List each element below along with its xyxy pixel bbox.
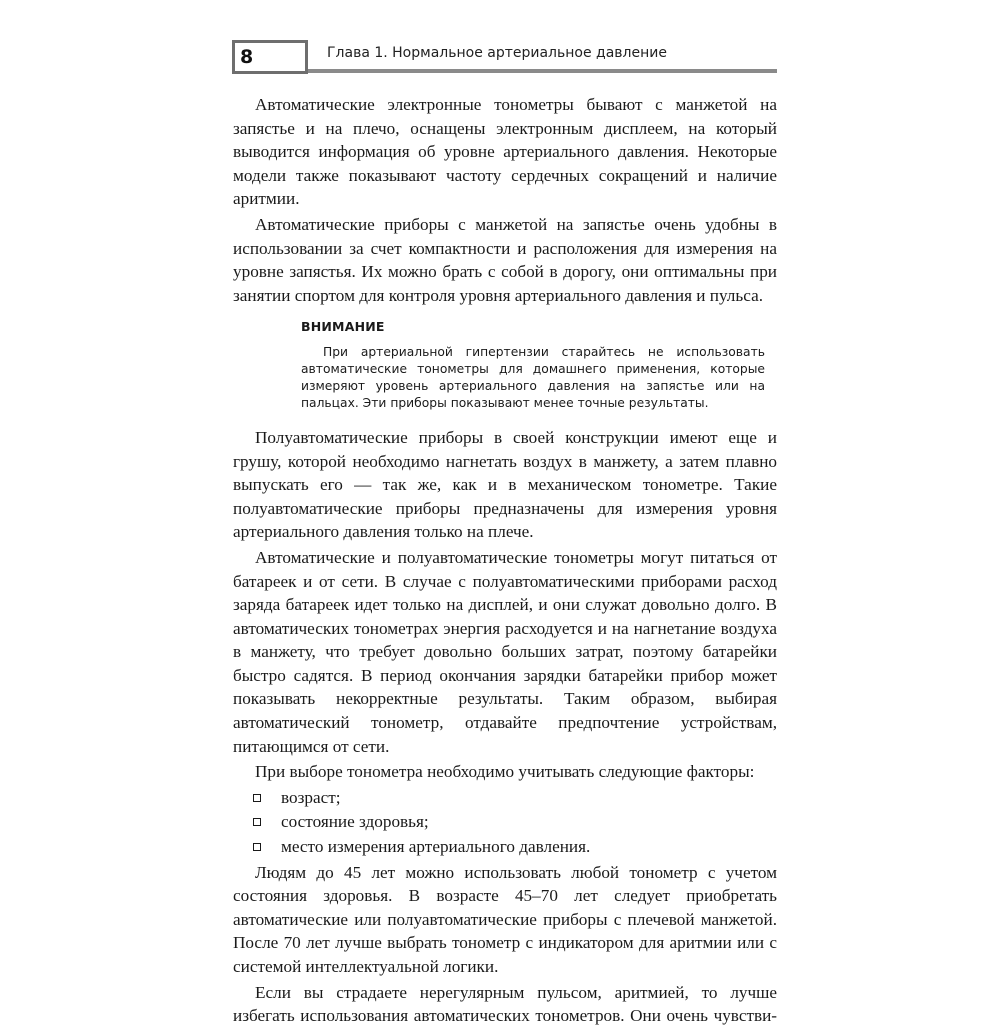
list-item-text: возраст; [281, 787, 341, 807]
paragraph-arrhythmia: Если вы страдаете нерегулярным пульсом, аритмией, то лучше избегать использования автоматических тонометров. Они очень чувстви- [233, 982, 777, 1026]
notice-box [233, 315, 777, 412]
notice-title: ВНИМАНИЕ [301, 319, 385, 335]
square-bullet-icon [253, 794, 261, 802]
paragraph-age-recommendations: Людям до 45 лет можно использовать любой тонометр с учетом состояния здоровья. В возрасте 45–70 лет следует приобретать автоматические или полуавтоматические приборы с плечевой манжетой. После 70 лет лучше выбрать тонометр с индикатором для аритмии или с системой интеллектуальной логики. [233, 862, 777, 976]
square-bullet-icon [253, 818, 261, 826]
square-bullet-icon [253, 843, 261, 851]
header-rule [308, 69, 777, 73]
list-item-text: состояние здоровья; [281, 812, 429, 832]
list-item [233, 786, 777, 810]
list-item-text: место измерения артериального давления. [281, 837, 591, 857]
list-item [233, 835, 777, 859]
paragraph-selection-factors: При выборе тонометра необходимо учитывать следующие факторы: [255, 762, 755, 782]
paragraph-semiautomatic-devices: Полуавтоматические приборы в своей конструкции имеют еще и грушу, которой необходимо нагнетать воздух в манжету, а затем плавно выпускать его — так же, как и в механическом тонометре. Такие полуавтоматические приборы предназначены для измерения уровня артериального давления только на плече. [233, 427, 777, 542]
running-title: Глава 1. Нормальное артериальное давление [327, 45, 667, 61]
page-number: 8 [232, 40, 308, 74]
list-item [233, 810, 777, 834]
notice-text: При артериальной гипертензии старайтесь не использовать автоматические тонометры для домашнего применения, которые измеряют уровень артериального давления на запястье или на пальцах. Эти приборы показывают менее точные результаты. [301, 344, 765, 410]
page-body [233, 93, 777, 1030]
paragraph-wrist-and-arm-monitors: Автоматические электронные тонометры бывают с манжетой на запястье и на плечо, оснащены электронным дисплеем, на который выводится информация об уровне артериального давления. Некоторые модели также показывают частоту сердечных сокращений и наличие аритмии. [233, 95, 777, 209]
factors-list [233, 786, 777, 859]
paragraph-wrist-cuff-devices: Автоматические приборы с манжетой на запястье очень удобны в использовании за счет компактности и расположения для измерения на уровне запястья. Их можно брать с собой в дорогу, они оптимальны при занятии спортом для контроля уровня артериального давления и пульса. [233, 214, 777, 305]
paragraph-power-supply: Автоматические и полуавтоматические тонометры могут питаться от батареек и от сети. В случае с полуавтоматическими приборами расход заряда батареек идет только на дисплей, и они служат довольно долго. В автоматических тонометрах энергия расходуется и на нагнетание воздуха в манжету, что требует довольно больших затрат, поэтому батарейки быстро садятся. В период окончания зарядки батарейки прибор может показывать некорректные результаты. Таким образом, выбирая автоматический тонометр, отдавайте предпочтение устройствам, питающимся от сети. [233, 547, 777, 756]
